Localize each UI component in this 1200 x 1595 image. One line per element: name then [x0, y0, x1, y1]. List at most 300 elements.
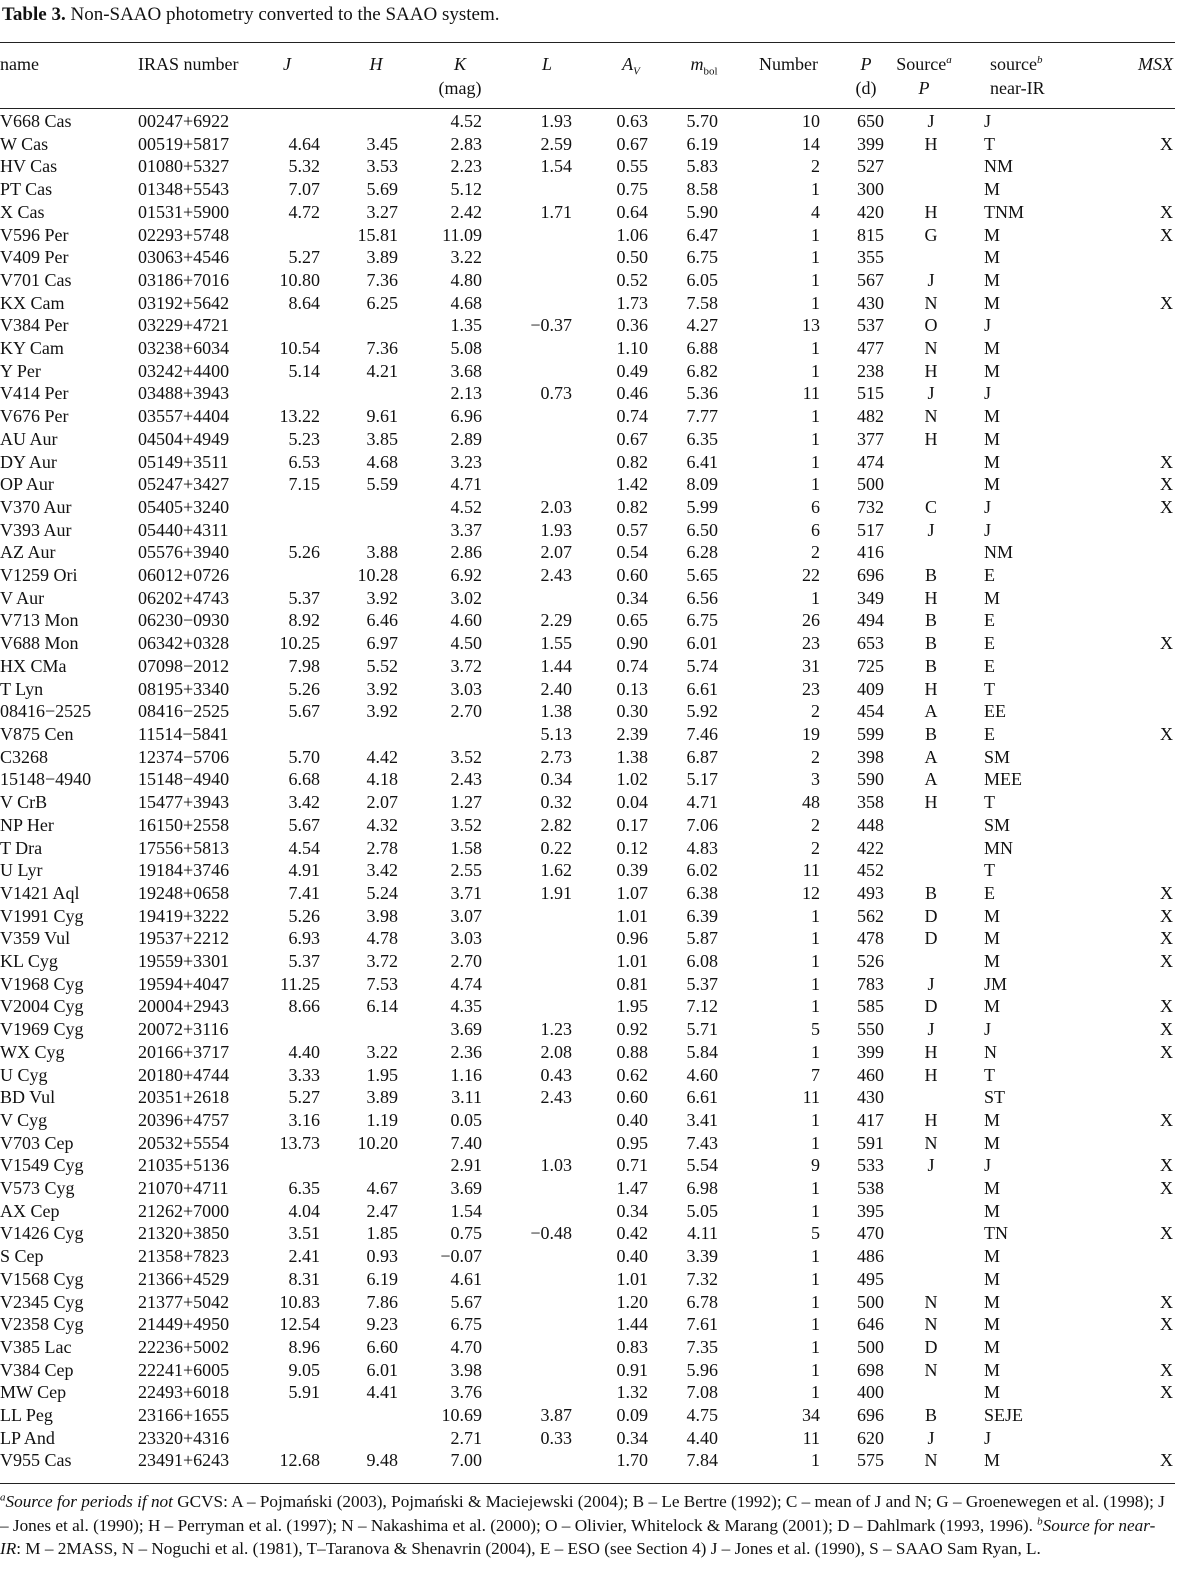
header-av: $A_V$	[622, 54, 640, 78]
cell-av: 0.82	[616, 451, 648, 472]
cell-k: 3.76	[450, 1382, 482, 1403]
cell-iras: 15477+3943	[138, 792, 230, 813]
cell-source-p: H	[924, 428, 938, 449]
cell-number: 5	[811, 1019, 820, 1040]
table-row	[0, 1041, 1175, 1064]
cell-mbol: 6.19	[686, 133, 718, 154]
table-row	[0, 587, 1175, 610]
cell-source-p: A	[924, 701, 938, 722]
cell-k: 3.37	[450, 519, 482, 540]
cell-msx: X	[1160, 1178, 1173, 1199]
cell-name: OP Aur	[0, 474, 54, 495]
cell-av: 0.96	[616, 928, 648, 949]
cell-msx: X	[1160, 1382, 1173, 1403]
cell-source-p: J	[927, 1155, 935, 1176]
cell-j: 3.51	[288, 1223, 320, 1244]
cell-source-ir: E	[984, 610, 995, 631]
cell-j: 5.70	[288, 746, 320, 767]
cell-period: 400	[857, 1382, 884, 1403]
table-row	[0, 201, 1175, 224]
cell-k: 3.22	[450, 247, 482, 268]
cell-l	[494, 337, 582, 360]
cell-name: V414 Per	[0, 383, 69, 404]
cell-av: 0.81	[616, 973, 648, 994]
cell-number: 1	[811, 1200, 820, 1221]
table-body	[0, 110, 1175, 1472]
cell-j	[248, 382, 326, 405]
cell-name: V875 Cen	[0, 723, 74, 744]
cell-source-ir: J	[984, 111, 992, 131]
cell-iras: 00247+6922	[138, 111, 230, 131]
cell-iras: 19594+4047	[138, 973, 230, 994]
cell-iras: 15148−4940	[138, 769, 230, 790]
cell-mbol: 6.38	[686, 882, 718, 903]
cell-j: 11.25	[280, 973, 320, 994]
cell-j: 3.33	[288, 1064, 320, 1085]
cell-name: V688 Mon	[0, 633, 79, 654]
cell-av: 0.54	[616, 542, 648, 563]
header-number: Number	[759, 54, 818, 74]
cell-j	[248, 224, 326, 247]
cell-iras: 01531+5900	[138, 201, 230, 222]
cell-l	[494, 1268, 582, 1291]
cell-period: 599	[857, 723, 884, 744]
cell-number: 2	[811, 814, 820, 835]
cell-mbol: 6.87	[686, 746, 718, 767]
cell-iras: 01080+5327	[138, 156, 230, 177]
cell-iras: 06012+0726	[138, 565, 230, 586]
cell-h: 10.20	[357, 1132, 398, 1153]
cell-h: 4.41	[366, 1382, 398, 1403]
cell-msx: X	[1160, 474, 1173, 495]
cell-k: 2.55	[450, 860, 482, 881]
cell-h	[326, 519, 406, 542]
cell-period: 399	[857, 133, 884, 154]
cell-h: 3.89	[366, 247, 398, 268]
cell-k: 3.69	[450, 1178, 482, 1199]
cell-iras: 22241+6005	[138, 1359, 230, 1380]
cell-mbol: 6.61	[686, 1087, 718, 1108]
cell-name: KX Cam	[0, 292, 65, 313]
cell-k: 3.52	[450, 814, 482, 835]
cell-source-p: H	[924, 587, 938, 608]
cell-k: 4.61	[450, 1268, 482, 1289]
cell-source-ir: M	[984, 1450, 1001, 1471]
cell-period: 815	[857, 224, 884, 245]
cell-period: 395	[857, 1200, 884, 1221]
cell-period: 650	[857, 111, 884, 131]
header-iras: IRAS number	[138, 54, 239, 74]
cell-msx: X	[1160, 451, 1173, 472]
cell-h: 1.19	[366, 1109, 398, 1130]
cell-msx: X	[1160, 224, 1173, 245]
cell-j: 5.26	[288, 542, 320, 563]
cell-iras: 06202+4743	[138, 587, 230, 608]
table-row	[0, 1109, 1175, 1132]
cell-source-ir: J	[984, 315, 992, 336]
cell-j: 4.64	[288, 133, 320, 154]
table-row	[0, 1154, 1175, 1177]
cell-h: 3.89	[366, 1087, 398, 1108]
cell-k: 1.16	[450, 1064, 482, 1085]
cell-mbol: 4.83	[686, 837, 718, 858]
cell-source-ir: T	[984, 678, 995, 699]
cell-period: 300	[857, 179, 884, 200]
cell-iras: 21035+5136	[138, 1155, 230, 1176]
cell-msx	[1063, 746, 1175, 769]
cell-source-p: B	[924, 655, 937, 676]
cell-number: 10	[802, 111, 820, 131]
cell-av: 0.65	[616, 610, 648, 631]
cell-source-ir: MN	[984, 837, 1014, 858]
table-row	[0, 655, 1175, 678]
footnote-a-mark: a	[0, 1491, 6, 1504]
cell-number: 1	[811, 1291, 820, 1312]
cell-h: 6.01	[366, 1359, 398, 1380]
cell-j: 2.41	[288, 1246, 320, 1267]
cell-l: 1.44	[540, 655, 572, 676]
cell-k: 4.52	[450, 496, 482, 517]
cell-j: 4.91	[288, 860, 320, 881]
cell-number: 14	[802, 133, 820, 154]
cell-k: 5.08	[450, 338, 482, 359]
cell-av: 0.34	[616, 587, 648, 608]
cell-h: 5.52	[366, 655, 398, 676]
cell-j: 5.14	[288, 360, 320, 381]
cell-msx	[1063, 155, 1175, 178]
cell-source-ir: M	[984, 905, 1001, 926]
cell-j: 12.68	[279, 1450, 320, 1471]
cell-period: 399	[857, 1041, 884, 1062]
cell-l	[494, 1245, 582, 1268]
cell-h: 1.85	[366, 1223, 398, 1244]
cell-iras: 05405+3240	[138, 496, 230, 517]
cell-k: 6.75	[450, 1314, 482, 1335]
cell-number: 1	[811, 179, 820, 200]
cell-period: 486	[857, 1246, 884, 1267]
cell-mbol: 4.27	[686, 315, 718, 336]
cell-k: 2.13	[450, 383, 482, 404]
cell-h: 7.53	[366, 973, 398, 994]
cell-source-p: H	[924, 1109, 938, 1130]
cell-mbol: 6.41	[686, 451, 718, 472]
cell-source-p: H	[924, 678, 938, 699]
cell-number: 2	[811, 701, 820, 722]
cell-source-p: N	[924, 1291, 938, 1312]
cell-period: 538	[857, 1178, 884, 1199]
cell-j: 12.54	[279, 1314, 320, 1335]
cell-number: 1	[811, 928, 820, 949]
cell-name: V1259 Ori	[0, 565, 78, 586]
cell-h: 4.67	[366, 1178, 398, 1199]
cell-msx	[1063, 678, 1175, 701]
cell-l	[494, 1177, 582, 1200]
cell-period: 398	[857, 746, 884, 767]
cell-av: 0.40	[616, 1109, 648, 1130]
cell-mbol: 7.84	[686, 1450, 718, 1471]
cell-name: S Cep	[0, 1246, 44, 1267]
cell-name: V370 Aur	[0, 496, 72, 517]
table-row	[0, 1381, 1175, 1404]
table-row	[0, 632, 1175, 655]
cell-period: 698	[857, 1359, 884, 1380]
table-row	[0, 155, 1175, 178]
cell-l: 2.73	[540, 746, 572, 767]
header-name: name	[0, 54, 39, 74]
cell-j: 3.42	[288, 792, 320, 813]
cell-source-ir: E	[984, 565, 995, 586]
cell-iras: 03192+5642	[138, 292, 230, 313]
cell-k: 3.52	[450, 746, 482, 767]
cell-source-p	[886, 814, 954, 837]
table-row	[0, 451, 1175, 474]
cell-source-p: D	[924, 905, 938, 926]
cell-h: 2.47	[366, 1200, 398, 1221]
cell-h: 4.78	[366, 928, 398, 949]
table-row	[0, 609, 1175, 632]
cell-name: V359 Vul	[0, 928, 71, 949]
cell-mbol: 6.98	[686, 1178, 718, 1199]
cell-k: 3.69	[450, 1019, 482, 1040]
cell-msx	[1063, 1064, 1175, 1087]
table-row	[0, 1427, 1175, 1450]
cell-iras: 05576+3940	[138, 542, 230, 563]
cell-j: 5.27	[288, 247, 320, 268]
cell-av: 1.10	[616, 338, 648, 359]
cell-msx	[1063, 360, 1175, 383]
table-row	[0, 746, 1175, 769]
cell-l: 0.33	[540, 1427, 572, 1448]
cell-k: 7.00	[450, 1450, 482, 1471]
cell-period: 550	[857, 1019, 884, 1040]
cell-j: 5.67	[288, 701, 320, 722]
cell-number: 26	[802, 610, 820, 631]
cell-iras: 07098−2012	[138, 655, 230, 676]
cell-mbol: 6.88	[686, 338, 718, 359]
table-row	[0, 1018, 1175, 1041]
cell-source-p: J	[927, 519, 935, 540]
caption-text: Non-SAAO photometry converted to the SAAO system.	[70, 4, 500, 25]
cell-j: 5.26	[288, 905, 320, 926]
cell-l	[494, 269, 582, 292]
cell-source-ir: J	[984, 1019, 992, 1040]
cell-msx: X	[1160, 201, 1173, 222]
cell-h: 6.60	[366, 1336, 398, 1357]
cell-number: 11	[802, 383, 820, 404]
cell-l: 2.29	[540, 610, 572, 631]
cell-l	[494, 1336, 582, 1359]
cell-number: 13	[802, 315, 820, 336]
header-mbol: $m_{bol}$	[690, 54, 718, 78]
cell-msx: X	[1160, 1155, 1173, 1176]
cell-source-p: D	[924, 928, 938, 949]
header-l: L	[541, 54, 552, 74]
table-row	[0, 541, 1175, 564]
cell-k: 1.27	[450, 792, 482, 813]
cell-msx: X	[1160, 1359, 1173, 1380]
cell-source-p	[886, 541, 954, 564]
cell-name: V703 Cep	[0, 1132, 74, 1153]
cell-h: 7.86	[366, 1291, 398, 1312]
cell-name: V1568 Cyg	[0, 1268, 84, 1289]
cell-number: 1	[811, 406, 820, 427]
cell-msx	[1063, 587, 1175, 610]
cell-source-ir: M	[984, 1336, 1001, 1357]
cell-source-ir: M	[984, 406, 1001, 427]
cell-number: 1	[811, 474, 820, 495]
cell-name: V701 Cas	[0, 269, 72, 290]
cell-name: NP Her	[0, 814, 54, 835]
cell-h: 2.07	[366, 792, 398, 813]
cell-name: V Aur	[0, 587, 45, 608]
cell-source-p: C	[924, 496, 937, 517]
cell-k: 2.36	[450, 1041, 482, 1062]
cell-number: 23	[802, 678, 820, 699]
cell-name: MW Cep	[0, 1382, 67, 1403]
cell-av: 0.34	[616, 1200, 648, 1221]
cell-source-p	[886, 1222, 954, 1245]
cell-number: 11	[802, 1087, 820, 1108]
cell-msx: X	[1160, 1041, 1173, 1062]
table-row	[0, 859, 1175, 882]
cell-k: 4.70	[450, 1336, 482, 1357]
cell-k: 2.23	[450, 156, 482, 177]
cell-name: KY Cam	[0, 338, 64, 359]
cell-mbol: 6.28	[686, 542, 718, 563]
cell-period: 430	[857, 1087, 884, 1108]
cell-iras: 03238+6034	[138, 338, 230, 359]
cell-msx	[1063, 178, 1175, 201]
cell-period: 409	[857, 678, 884, 699]
cell-j: 13.22	[279, 406, 320, 427]
cell-number: 2	[811, 542, 820, 563]
cell-source-p	[886, 155, 954, 178]
cell-msx	[1063, 382, 1175, 405]
cell-h: 3.85	[366, 428, 398, 449]
cell-mbol: 6.35	[686, 428, 718, 449]
cell-h: 7.36	[366, 269, 398, 290]
cell-l	[494, 246, 582, 269]
cell-iras: 22236+5002	[138, 1336, 230, 1357]
cell-period: 452	[857, 860, 884, 881]
cell-name: T Dra	[0, 837, 43, 858]
cell-number: 3	[811, 769, 820, 790]
cell-source-p: N	[924, 1314, 938, 1335]
header-msx: MSX	[1138, 54, 1173, 74]
cell-source-ir: M	[984, 1314, 1001, 1335]
cell-iras: 02293+5748	[138, 224, 230, 245]
cell-l	[494, 1449, 582, 1472]
cell-number: 1	[811, 1359, 820, 1380]
cell-k: 2.70	[450, 951, 482, 972]
cell-h	[326, 1404, 406, 1427]
cell-av: 0.55	[616, 156, 648, 177]
cell-name: AZ Aur	[0, 542, 56, 563]
cell-l: 1.71	[540, 201, 572, 222]
cell-mbol: 5.54	[686, 1155, 718, 1176]
cell-name: Y Per	[0, 360, 41, 381]
cell-source-ir: M	[984, 1246, 1001, 1267]
table-row	[0, 1313, 1175, 1336]
cell-source-ir: M	[984, 1178, 1001, 1199]
cell-iras: 03242+4400	[138, 360, 230, 381]
cell-mbol: 3.39	[686, 1246, 718, 1267]
cell-mbol: 7.12	[686, 996, 718, 1017]
cell-period: 500	[857, 1336, 884, 1357]
cell-av: 0.82	[616, 496, 648, 517]
cell-number: 1	[811, 1382, 820, 1403]
cell-source-ir: J	[984, 496, 992, 517]
cell-name: V393 Aur	[0, 519, 72, 540]
cell-l	[494, 224, 582, 247]
cell-h	[326, 314, 406, 337]
footnote-b-mark: b	[1037, 1514, 1043, 1527]
cell-k: 3.07	[450, 905, 482, 926]
cell-source-p	[886, 859, 954, 882]
cell-mbol: 7.06	[686, 814, 718, 835]
cell-msx	[1063, 609, 1175, 632]
cell-source-p	[886, 1086, 954, 1109]
cell-iras: 23491+6243	[138, 1450, 230, 1471]
cell-name: LL Peg	[0, 1405, 53, 1426]
cell-name: 08416−2525	[0, 701, 92, 722]
cell-msx	[1063, 1245, 1175, 1268]
cell-mbol: 6.02	[686, 860, 718, 881]
cell-msx	[1063, 1132, 1175, 1155]
cell-mbol: 5.99	[686, 496, 718, 517]
cell-mbol: 4.60	[686, 1064, 718, 1085]
cell-h: 6.19	[366, 1268, 398, 1289]
cell-h: 3.92	[366, 678, 398, 699]
cell-msx: X	[1160, 1019, 1173, 1040]
cell-j	[248, 1154, 326, 1177]
cell-source-ir: M	[984, 1268, 1001, 1289]
cell-number: 1	[811, 951, 820, 972]
cell-number: 1	[811, 1178, 820, 1199]
cell-msx	[1063, 337, 1175, 360]
cell-source-ir: M	[984, 1359, 1001, 1380]
cell-name: V384 Cep	[0, 1359, 74, 1380]
cell-iras: 17556+5813	[138, 837, 230, 858]
cell-j: 8.92	[288, 610, 320, 631]
table-row	[0, 1404, 1175, 1427]
cell-source-p: J	[927, 973, 935, 994]
cell-number: 2	[811, 156, 820, 177]
cell-av: 0.67	[616, 428, 648, 449]
header-p: P (d)	[824, 52, 886, 110]
cell-mbol: 6.78	[686, 1291, 718, 1312]
cell-number: 7	[811, 1064, 820, 1085]
cell-av: 0.52	[616, 269, 648, 290]
cell-k: 0.05	[450, 1109, 482, 1130]
cell-source-p: N	[924, 1359, 938, 1380]
cell-mbol: 4.40	[686, 1427, 718, 1448]
cell-h: 7.36	[366, 338, 398, 359]
cell-iras: 05149+3511	[138, 451, 229, 472]
cell-av: 0.50	[616, 247, 648, 268]
cell-source-ir: TN	[984, 1223, 1008, 1244]
cell-msx	[1063, 1268, 1175, 1291]
cell-l: 2.82	[540, 814, 572, 835]
cell-number: 2	[811, 837, 820, 858]
cell-l	[494, 973, 582, 996]
cell-iras: 03557+4404	[138, 406, 230, 427]
cell-name: V1421 Aql	[0, 882, 80, 903]
cell-source-p	[886, 246, 954, 269]
cell-j: 7.41	[288, 882, 320, 903]
cell-source-ir: N	[984, 1041, 997, 1062]
cell-mbol: 7.35	[686, 1336, 718, 1357]
